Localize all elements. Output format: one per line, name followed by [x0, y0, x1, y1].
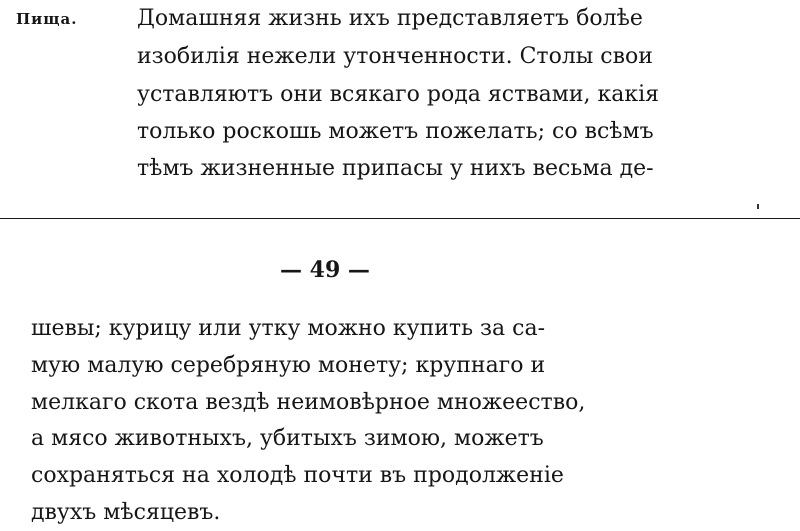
text-line: уставляютъ они всякаго рода яствами, какія	[137, 82, 660, 107]
text-line: только роскошь можетъ пожелать; со всѣмъ	[137, 119, 654, 144]
margin-note: Пища.	[16, 10, 78, 28]
scan-mark	[757, 204, 759, 209]
text-line: Домашняя жизнь ихъ представляетъ болѣе	[137, 6, 643, 31]
text-line: тѣмъ жизненные припасы у нихъ весьма де-	[137, 156, 654, 181]
page-divider	[0, 218, 800, 219]
text-line: мелкаго скота вездѣ неимовѣрное множеество,	[31, 390, 586, 415]
text-line: сохраняться на холодѣ почти въ продолженіе	[31, 463, 564, 488]
text-line: шевы; курицу или утку можно купить за са-	[31, 316, 546, 341]
text-line: мую малую серебряную монету; крупнаго и	[31, 353, 546, 378]
text-line: изобилія нежели утонченности. Столы свои	[137, 44, 653, 69]
text-line: двухъ мѣсяцевъ.	[31, 500, 221, 525]
text-line: а мясо животныхъ, убитыхъ зимою, можетъ	[31, 426, 544, 451]
page-number: — 49 —	[280, 257, 370, 283]
